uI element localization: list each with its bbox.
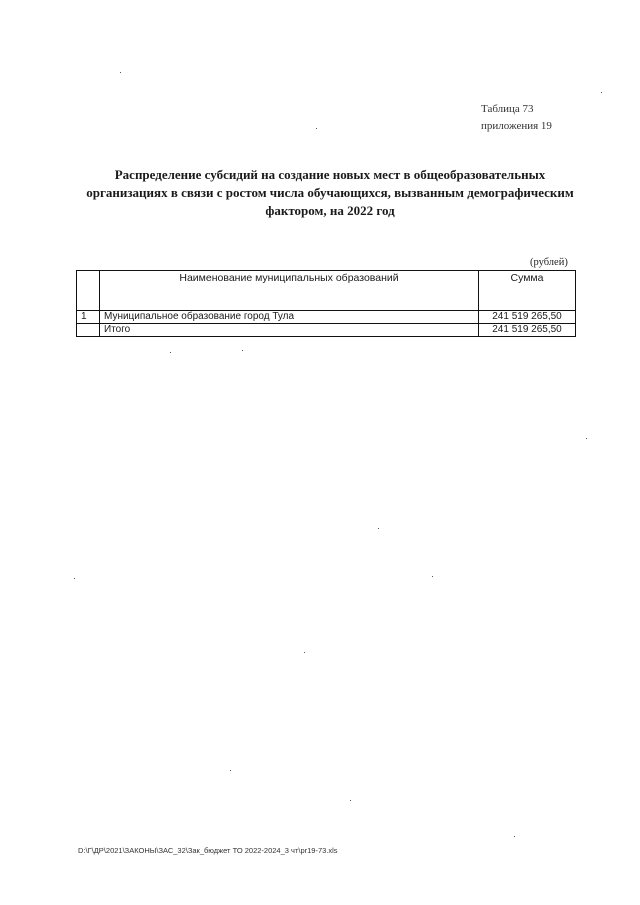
scan-speck [120,72,121,73]
appendix-label: приложения 19 [481,120,552,132]
row-sum: 241 519 265,50 [479,311,576,324]
scan-speck [514,836,515,837]
scan-speck [432,576,433,577]
row-number: 1 [77,311,100,324]
title-line-3: фактором, на 2022 год [265,203,395,218]
header-sum: Сумма [479,271,576,311]
header-number [77,271,100,311]
title-line-1: Распределение субсидий на создание новых мест в общеобразовательных [114,167,546,182]
units-label: (рублей) [530,257,568,268]
header-name: Наименование муниципальных образований [100,271,479,311]
scan-speck [350,800,351,801]
table-total-row [77,324,576,337]
table-label: Таблица 73 [481,103,534,115]
subsidy-table [76,270,576,337]
file-path-footer: D:\Г\ДР\2021\ЗАКОНЫ\ЗАС_32\Зак_бюджет ТО 2022-2024_3 чт\pr19-73.xls [78,846,338,855]
header-note [481,101,552,135]
table-header-row [77,271,576,311]
document-title [60,166,600,220]
scan-speck [242,350,243,351]
total-number [77,324,100,337]
row-name: Муниципальное образование город Тула [100,311,479,324]
scan-speck [378,528,379,529]
total-sum: 241 519 265,50 [479,324,576,337]
scan-speck [316,128,317,129]
total-label: Итого [100,324,479,337]
scan-speck [230,770,231,771]
scan-speck [74,578,75,579]
scan-speck [586,438,587,439]
scan-speck [304,652,305,653]
scan-speck [170,352,171,353]
scan-speck [601,92,602,93]
table-row [77,311,576,324]
title-line-2: организациях в связи с ростом числа обучающихся, вызванным демографическим [86,185,574,200]
